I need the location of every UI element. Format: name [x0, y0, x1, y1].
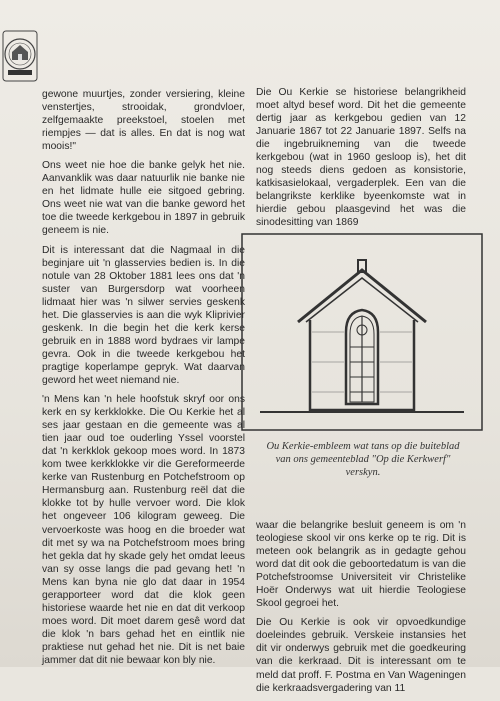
caption-line: van ons gemeenteblad "Op die Kerkwerf" — [275, 454, 451, 465]
paragraph: Dit is interessant dat die Nagmaal in die beginjare uit 'n glasservies bedien is. In die notule van 28 Oktober 1881 lees ons dat 'n suster van Burgersdorp wat voorheen lidmaat hier was 'n silwer servies geskenk het. Die glasservies is aan die wyk Kliprivier geskenk. In die begin het die kerk kerse gebruik en in 1888 word bydraes vir lampe gevra. Ook in die tweede kerkgebou het pragtige koperlampe gepryk. Wat daarvan geword het weet niemand nie. — [42, 244, 245, 386]
caption-line: verskyn. — [345, 467, 381, 478]
paragraph: Ons weet nie hoe die banke gelyk het nie. Aanvanklik was daar natuurlik nie banke nie en het lidmate hulle eie sitgoed gebring. Ons weet nie wat van die banke geword het toe die tweede kerkgebou in 1897 in gebruik geneem is nie. — [42, 160, 245, 237]
paragraph: 'n Mens kan 'n hele hoofstuk skryf oor ons kerk en sy kerkklokke. Die Ou Kerkie het al ses jaar gestaan en die gemeente was al tien jaar oud toe ouderling Yssel voorstel dat 'n kerkklok gekoop moes word. In 1873 kom twee kerkklokke vir die Gereformeerde kerke van Rustenburg en Potchefstroom op Hermansburg aan. Rustenburg reël dat die klokke tot by hulle vervoer word. Die klok het ongeveer 106 kilogram geweeg. Die vervoerkoste was hoog en die broeder wat dit met sy wa na Potchefstroom moes bring het gekla dat hy skade gely het omdat leeus van sy osse langs die pad gevang het! 'n Mens kan byna nie glo dat daar in 1954 gerapporteer word dat die klok geen historiese waarde het nie en dat dit verkoop moes word. Dit moet darem gesê word dat die klok 'n bars gehad het en eintlik nie praktiese nut gehad het nie. Dit is net baie jammer dat dit nie bewaar kon bly nie. — [42, 394, 245, 666]
paragraph: gewone muurtjes, zonder versiering, kleine venstertjes, strooidak, grondvloer, zelfgemaakte preekstoel, stoelen met riempjes — dat is alles. En dat is nog wat moois!" — [42, 89, 245, 153]
paragraph: waar die belangrike besluit geneem is om 'n teologiese skool vir ons kerke op te rig. Dit is meteen ook belangrik as in gedagte gehou word dat dit ook die geboortedatum is van die Potchefstroomse Universiteit vir Christelike Hoër Onderwys wat uit hierdie Teologiese Skool gegroei het. — [256, 520, 466, 610]
right-column-top — [256, 86, 466, 236]
figure-caption — [238, 440, 488, 479]
church-seal-icon — [2, 30, 38, 82]
church-emblem-icon — [240, 232, 484, 432]
paragraph: Die Ou Kerkie is ook vir opvoedkundige doeleindes gebruik. Verskeie instansies het dit vir onderwys gebruik met die goedkeuring van die kerkraad. Dit is interessant om te meld dat proff. F. Postma en Van Wageningen die kerkraadsvergadering van 11 — [256, 617, 466, 694]
paragraph: Die Ou Kerkie se historiese belangrikheid moet altyd besef word. Dit het die gemeente dertig jaar as kerkgebou gedien van 12 Januarie 1867 tot 22 Januarie 1897. Selfs na die ingebruikneming van die tweede kerkgebou (wat in 1960 gesloop is), het dit nog steeds diens gedoen as konsistorie, katkisasielokaal, vergaderplek. Een van die belangrikste kerklike byeenkomste wat in hierdie gebou plaasgevind het was die sinodesitting van 1869 — [256, 87, 466, 229]
left-column — [42, 88, 245, 673]
right-column-bottom — [256, 519, 466, 701]
caption-line: Ou Kerkie-embleem wat tans op die buiteblad — [266, 441, 460, 452]
